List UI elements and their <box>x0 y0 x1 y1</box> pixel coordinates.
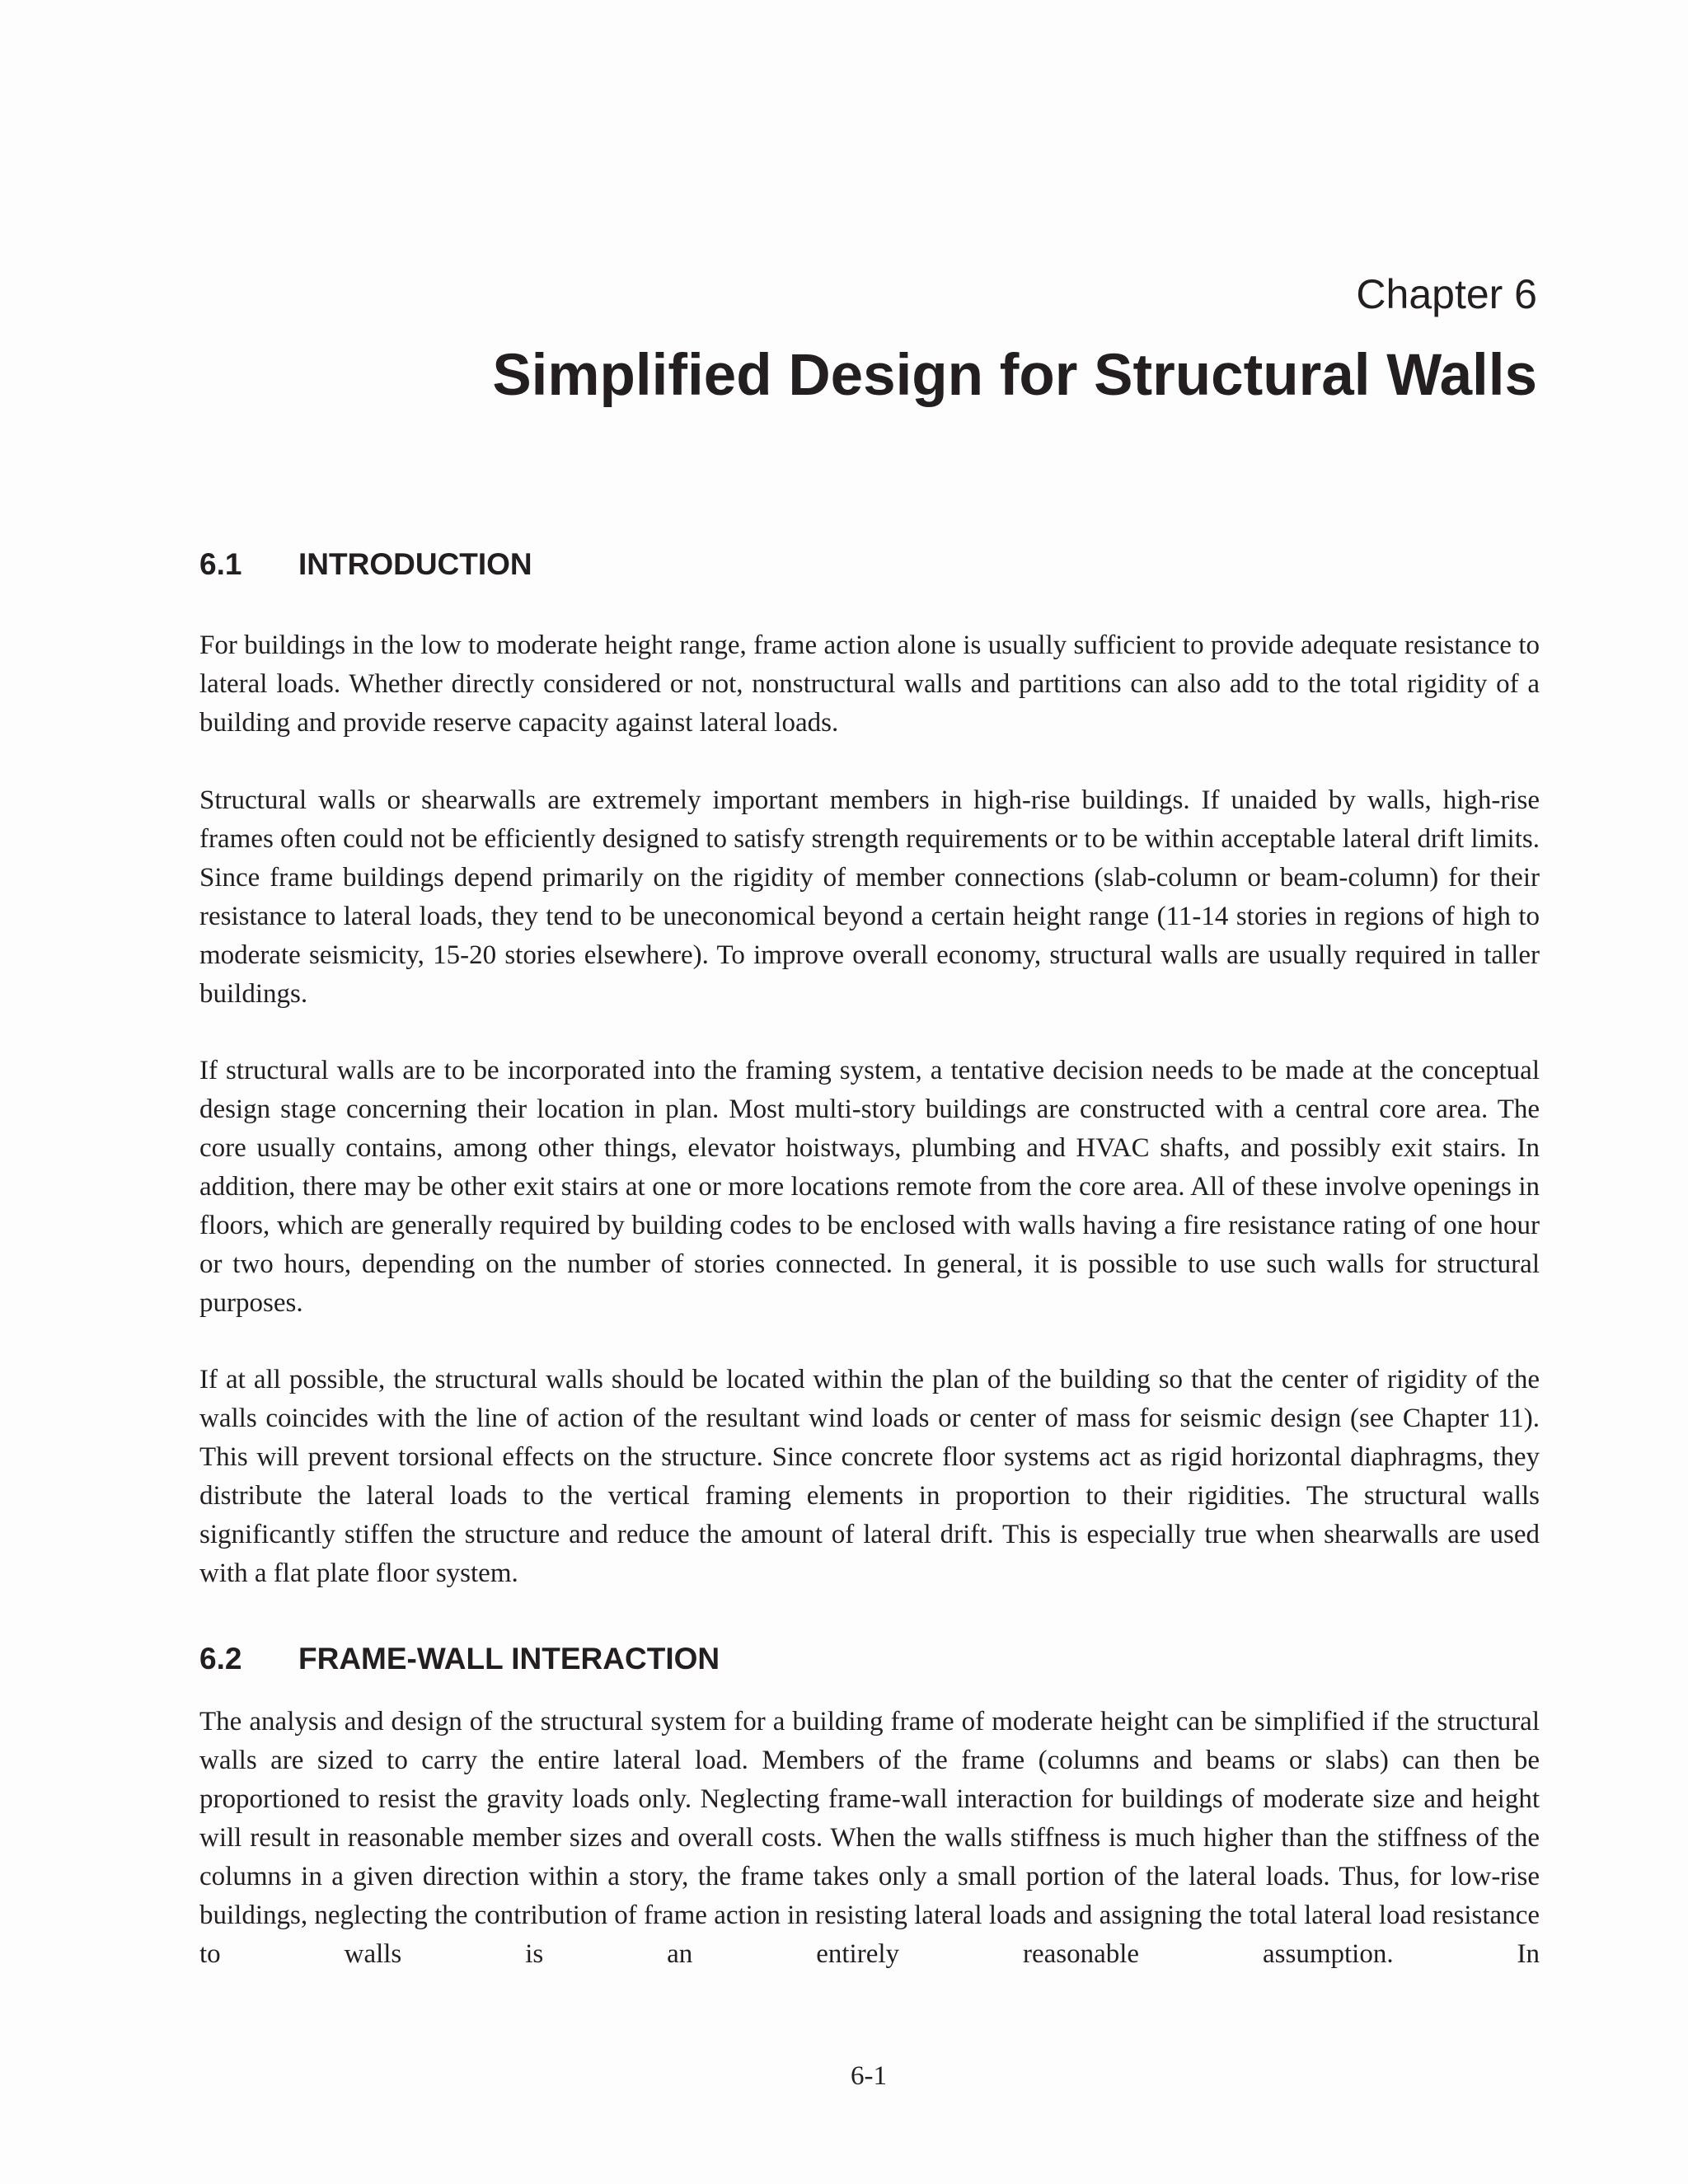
section-number: 6.1 <box>199 547 242 581</box>
body-paragraph: If at all possible, the structural walls should be located within the plan of the building so that the center of rigidity of the walls coincides with the line of action of the resultant wind loads or center of mass for seismic design (see Chapter 11). This will prevent torsional effects on the structure. Since concrete floor systems act as rigid horizontal diaphragms, they distribute the lateral loads to the vertical framing elements in proportion to their rigidities. The structural walls significantly stiffen the structure and reduce the amount of lateral drift. This is especially true when shearwalls are used with a flat plate floor system. <box>199 1365 1540 1588</box>
section-heading-frame-wall-interaction <box>199 1643 720 1674</box>
body-paragraph: The analysis and design of the structural system for a building frame of moderate height can be simplified if the structural walls are sized to carry the entire lateral load. Members of the frame (columns and beams or slabs) can then be proportioned to resist the gravity loads only. Neglecting frame-wall interaction for buildings of moderate size and height will result in reasonable member sizes and overall costs. When the walls stiffness is much higher than the stiffness of the columns in a given direction within a story, the frame takes only a small portion of the lateral loads. Thus, for low-rise buildings, neglecting the contribution of frame action in resisting lateral loads and assigning the total lateral load resistance to walls is an entirely reasonable assumption. In <box>199 1707 1540 1969</box>
page-number: 6-1 <box>851 2061 887 2091</box>
section-number: 6.2 <box>199 1642 242 1675</box>
section-title: FRAME-WALL INTERACTION <box>298 1642 720 1675</box>
section-title: INTRODUCTION <box>298 547 532 581</box>
chapter-title: Simplified Design for Structural Walls <box>492 343 1537 408</box>
body-paragraph: Structural walls or shearwalls are extremely important members in high-rise buildings. If unaided by walls, high-rise frames often could not be efficiently designed to satisfy strength requirements or to be within acceptable lateral drift limits. Since frame buildings depend primarily on the rigidity of member connections (slab-column or beam-column) for their resistance to lateral loads, they tend to be uneconomical beyond a certain height range (11-14 stories in regions of high to moderate seismicity, 15-20 stories elsewhere). To improve overall economy, structural walls are usually required in taller buildings. <box>199 785 1540 1009</box>
chapter-label: Chapter 6 <box>1356 271 1537 317</box>
section-heading-introduction <box>199 549 532 579</box>
body-paragraph: If structural walls are to be incorporated into the framing system, a tentative decision needs to be made at the conceptual design stage concerning their location in plan. Most multi-story buildings are constructed with a central core area. The core usually contains, among other things, elevator hoistways, plumbing and HVAC shafts, and possibly exit stairs. In addition, there may be other exit stairs at one or more locations remote from the core area. All of these involve openings in floors, which are generally required by building codes to be enclosed with walls having a fire resistance rating of one hour or two hours, depending on the number of stories connected. In general, it is possible to use such walls for structural purposes. <box>199 1056 1540 1318</box>
body-paragraph: For buildings in the low to moderate height range, frame action alone is usually sufficient to provide adequate resistance to lateral loads. Whether directly considered or not, nonstructural walls and partitions can also add to the total rigidity of a building and provide reserve capacity against lateral loads. <box>199 630 1540 738</box>
